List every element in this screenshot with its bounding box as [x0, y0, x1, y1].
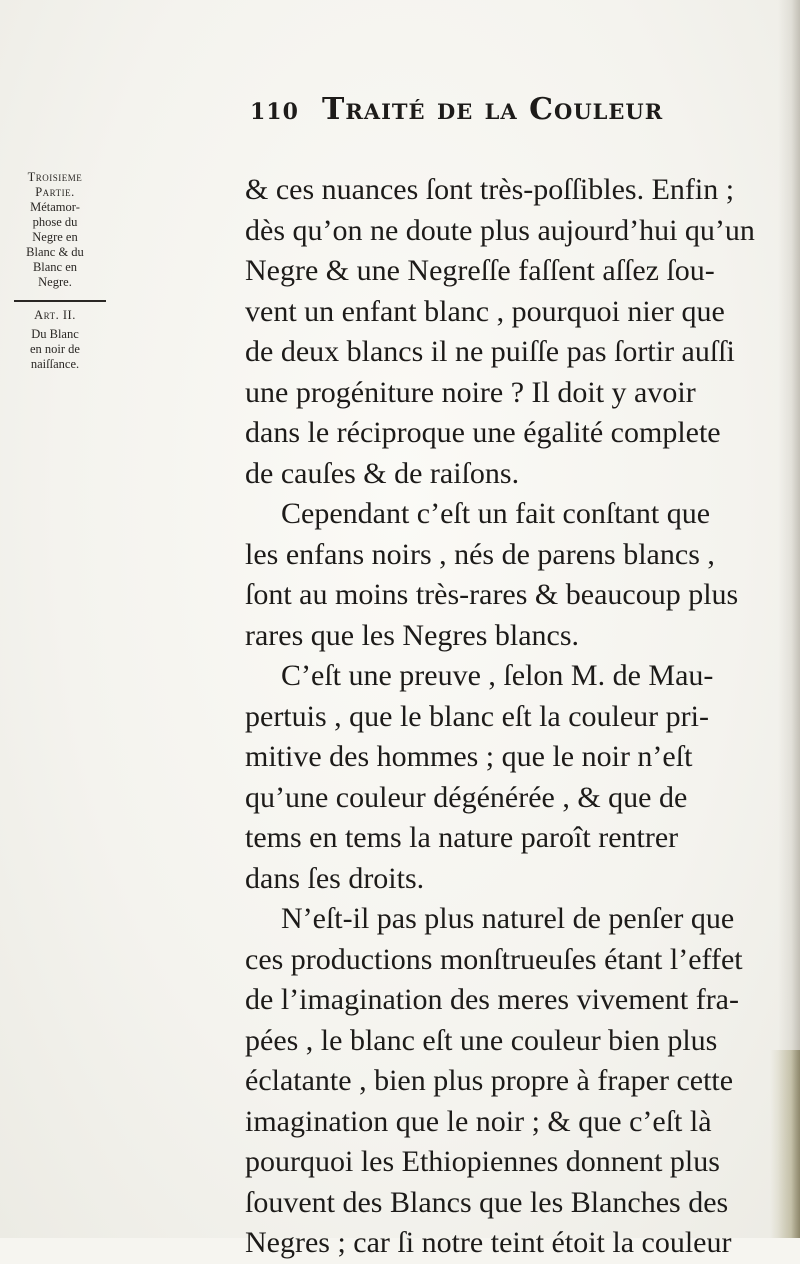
text-line: qu’une couleur dégénérée , & que de: [245, 780, 688, 814]
text-line: ces productions monſtrueuſes étant l’effet: [245, 942, 743, 976]
text-line: imagination que le noir ; & que c’eſt là: [245, 1104, 712, 1138]
margin-note-divider: [14, 300, 106, 302]
text-line: dans ſes droits.: [245, 861, 425, 895]
text-line: ſouvent des Blancs que les Blanches des: [245, 1185, 729, 1219]
page-number: 110: [250, 99, 299, 125]
text-line: dès qu’on ne doute plus aujourd’hui qu’un: [245, 213, 755, 247]
text-line: ſont au moins très-rares & beaucoup plus: [245, 578, 739, 611]
body-text: [245, 170, 790, 1264]
text-line: pertuis , que le blanc eſt la couleur pri-: [245, 699, 709, 733]
margin-note-line: Blanc en: [32, 260, 78, 274]
running-head: [250, 92, 770, 127]
text-line: & ces nuances ſont très-poſſibles. Enfin ;: [245, 173, 735, 206]
text-line: pées , le blanc eſt une couleur bien plus: [245, 1023, 718, 1057]
text-line: Negres ; car ſi notre teint étoit la couleur: [245, 1226, 732, 1259]
text-line: rares que les Negres blancs.: [245, 618, 580, 652]
text-line: éclatante , bien plus propre à fraper cette: [245, 1064, 734, 1097]
margin-note-line: Troisieme: [27, 170, 83, 184]
margin-note-line: Métamor-: [30, 200, 80, 214]
margin-note-line: Negre en: [32, 230, 78, 244]
text-line: Negre & une Negreſſe faſſent aſſez ſou-: [245, 254, 715, 287]
text-line: une progéniture noire ? Il doit y avoir: [245, 375, 696, 409]
text-line: dans le réciproque une égalité complete: [245, 416, 721, 449]
margin-note-line: naiſſance.: [30, 357, 80, 371]
text-line: Cependant c’eſt un fait conſtant que: [281, 497, 711, 530]
text-line: tems en tems la nature paroît rentrer: [245, 821, 679, 854]
margin-notes: [14, 170, 96, 372]
running-head-title: Traité de la Couleur: [322, 92, 664, 127]
text-line: C’eſt une preuve , ſelon M. de Mau-: [281, 659, 714, 692]
text-line: de cauſes & de raiſons.: [245, 456, 520, 490]
text-line: mitive des hommes ; que le noir n’eſt: [245, 740, 693, 773]
margin-note-line: Negre.: [38, 275, 72, 289]
text-line: vent un enfant blanc , pourquoi nier que: [245, 294, 725, 328]
margin-note-line: phose du: [32, 215, 78, 229]
margin-note-article: Art. II.: [34, 308, 76, 322]
text-line: N’eſt-il pas plus naturel de penſer que: [281, 902, 735, 935]
margin-note-line: Blanc & du: [26, 245, 84, 259]
margin-note-line: Du Blanc: [31, 327, 79, 341]
text-line: pourquoi les Ethiopiennes donnent plus: [245, 1145, 720, 1178]
text-line: de l’imagination des meres vivement fra-: [245, 983, 739, 1016]
margin-note-line: Partie.: [35, 185, 75, 199]
text-line: de deux blancs il ne puiſſe pas ſortir auſſi: [245, 335, 735, 368]
text-line: les enfans noirs , nés de parens blancs ,: [245, 537, 715, 571]
margin-note-line: en noir de: [30, 342, 80, 356]
